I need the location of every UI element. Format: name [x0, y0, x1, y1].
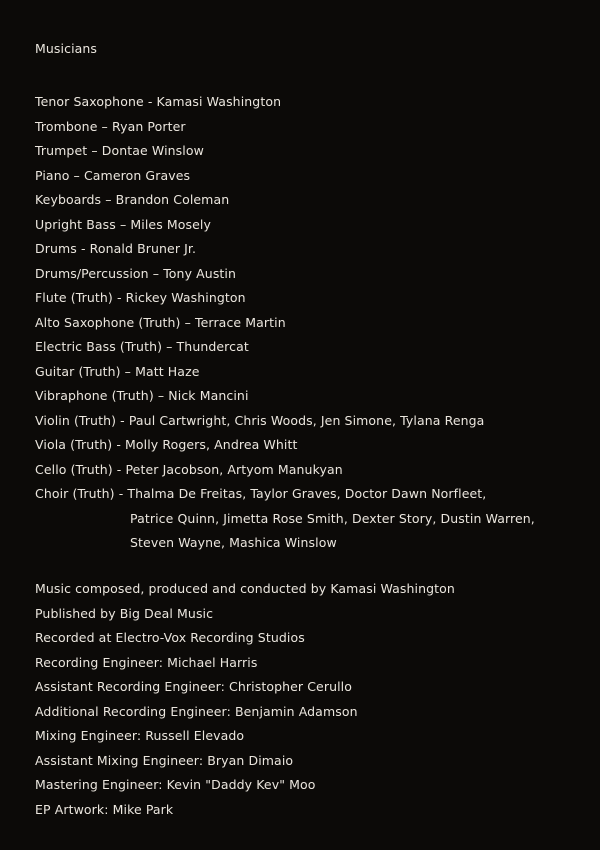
credit-line: Recorded at Electro-Vox Recording Studios [35, 630, 305, 645]
credit-line: Mastering Engineer: Kevin "Daddy Kev" Moo [35, 777, 316, 792]
credit-line: Music composed, produced and conducted by Kamasi Washington [35, 581, 455, 596]
musicians-heading: Musicians [35, 41, 98, 56]
musician-line: Upright Bass – Miles Mosely [35, 216, 211, 232]
credit-line: Assistant Mixing Engineer: Bryan Dimaio [35, 752, 294, 768]
musicians-list [35, 90, 595, 556]
musician-line: Piano – Cameron Graves [35, 167, 191, 183]
choir-continuation-line: Patrice Quinn, Jimetta Rose Smith, Dexter Story, Dustin Warren, [130, 510, 535, 526]
choir-continuation-line: Steven Wayne, Mashica Winslow [130, 535, 337, 550]
credit-line: Recording Engineer: Michael Harris [35, 654, 258, 670]
musician-line: Flute (Truth) - Rickey Washington [35, 290, 246, 305]
musician-line: Drums - Ronald Bruner Jr. [35, 241, 197, 256]
credit-line: Mixing Engineer: Russell Elevado [35, 728, 245, 743]
credit-line: Assistant Recording Engineer: Christopher Cerullo [35, 679, 353, 694]
musician-line: Cello (Truth) - Peter Jacobson, Artyom Manukyan [35, 461, 343, 477]
musician-line: Violin (Truth) - Paul Cartwright, Chris Woods, Jen Simone, Tylana Renga [35, 412, 485, 428]
credit-line: Additional Recording Engineer: Benjamin Adamson [35, 703, 358, 719]
credit-line: Published by Big Deal Music [35, 605, 214, 621]
musician-line: Guitar (Truth) – Matt Haze [35, 363, 200, 379]
musician-line: Vibraphone (Truth) – Nick Mancini [35, 388, 249, 403]
musician-line: Viola (Truth) - Molly Rogers, Andrea Whitt [35, 437, 298, 452]
musician-line: Alto Saxophone (Truth) – Terrace Martin [35, 314, 286, 330]
musician-line: Choir (Truth) - Thalma De Freitas, Taylor Graves, Doctor Dawn Norfleet, [35, 486, 487, 501]
musician-line: Trumpet – Dontae Winslow [35, 143, 204, 158]
credit-line: EP Artwork: Mike Park [35, 801, 174, 817]
musician-line: Electric Bass (Truth) – Thundercat [35, 339, 249, 354]
musician-line: Trombone – Ryan Porter [35, 118, 186, 134]
musician-line: Tenor Saxophone - Kamasi Washington [35, 94, 282, 109]
musician-line: Drums/Percussion – Tony Austin [35, 265, 237, 281]
musician-line: Keyboards – Brandon Coleman [35, 192, 230, 207]
production-credits [35, 577, 595, 822]
